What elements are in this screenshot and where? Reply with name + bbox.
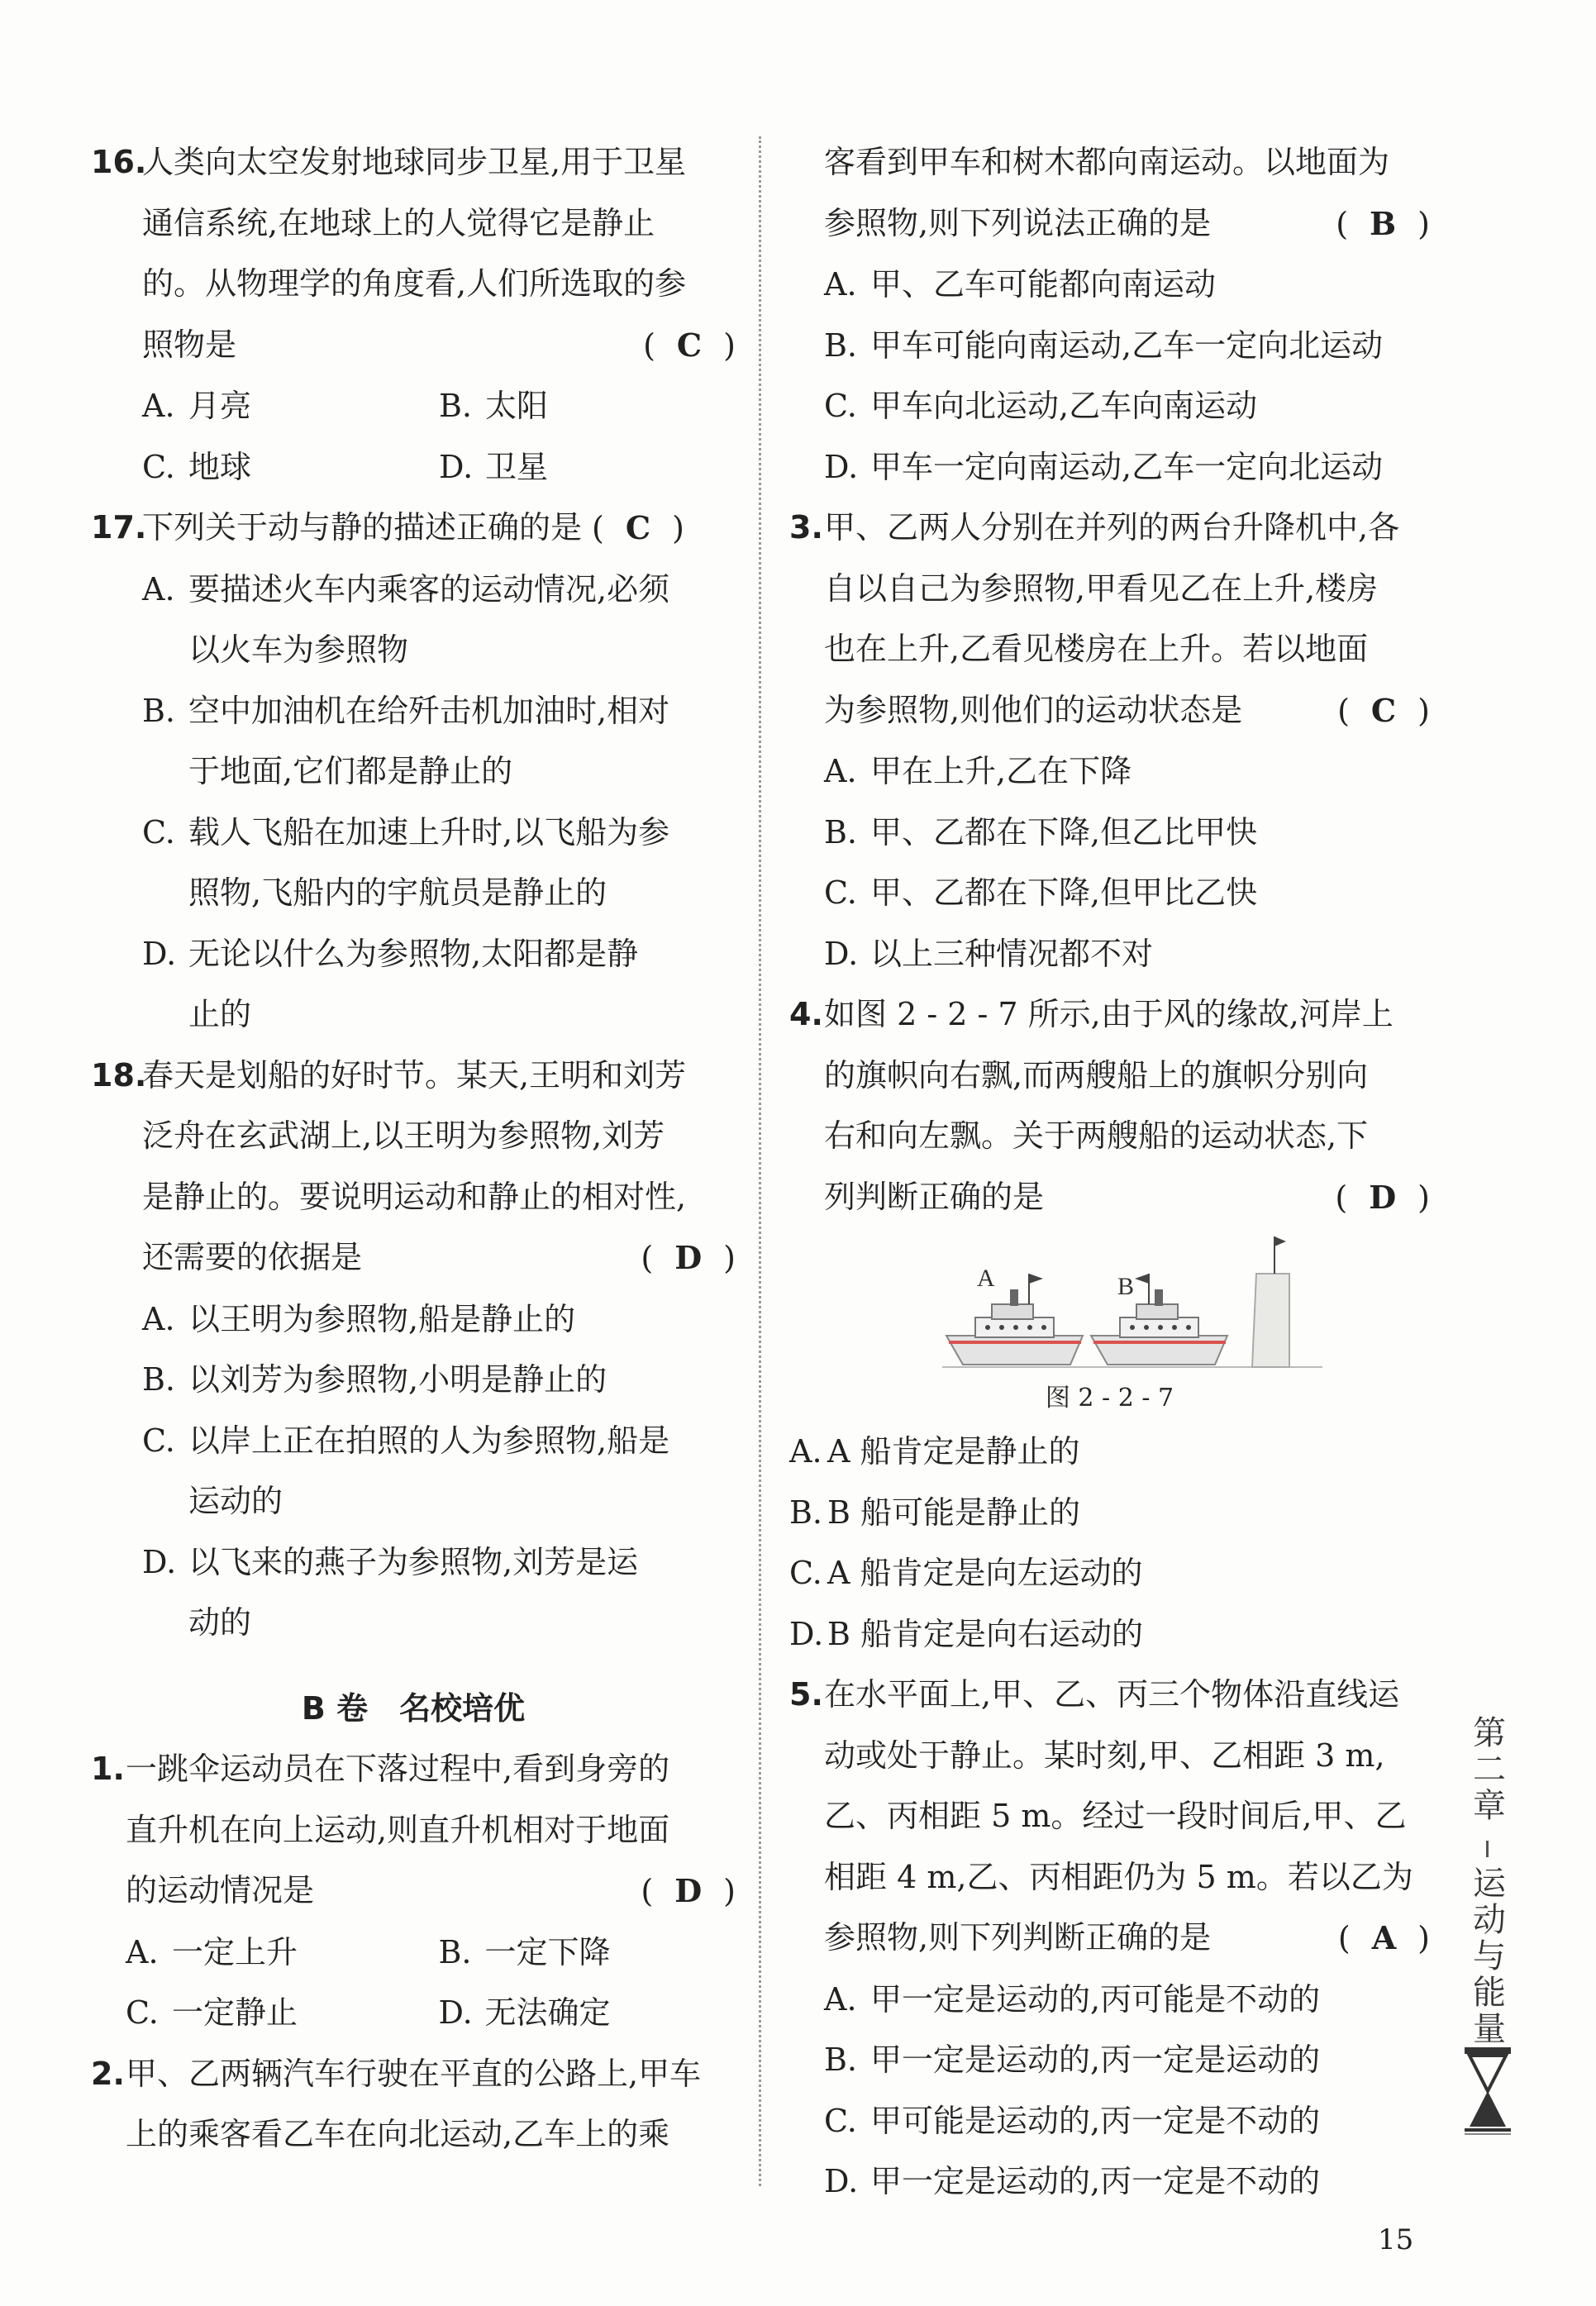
option-letter: C. — [126, 1994, 159, 2031]
figure-caption: 图 2 - 2 - 7 — [1045, 1384, 1174, 1413]
option — [91, 1532, 736, 1594]
shore-tower — [1252, 1236, 1289, 1367]
option-letter: A. — [142, 388, 175, 424]
option — [789, 803, 1430, 864]
chapter-tab-divider — [1486, 1841, 1489, 1857]
answer-bracket: ( D ) — [641, 1227, 736, 1289]
chapter-tab — [1458, 1715, 1516, 2056]
question-text: 相距 4 m,乙、丙相距仍为 5 m。若以乙为 — [824, 1858, 1413, 1895]
option-text: 月亮 — [188, 388, 252, 424]
option-text: 甲可能是运动的,丙一定是不动的 — [870, 2102, 1321, 2139]
question-b1 — [91, 1739, 736, 2044]
option-letter: B. — [824, 813, 858, 850]
option-letter: A. — [824, 753, 857, 789]
boat-b-label: B — [1117, 1273, 1135, 1300]
option-text: 甲一定是运动的,丙一定是运动的 — [870, 2042, 1321, 2078]
option-letter: B. — [439, 388, 473, 424]
question-number: 1. — [91, 1751, 125, 1787]
option-text: 甲、乙都在下降,但甲比乙快 — [870, 874, 1258, 911]
question-number: 16. — [91, 144, 147, 180]
question-16 — [91, 132, 736, 498]
option-letter: D. — [824, 935, 859, 972]
option-text: 甲车向北运动,乙车向南运动 — [870, 388, 1258, 424]
option-text: 以王明为参照物,船是静止的 — [188, 1300, 576, 1337]
question-number: 4. — [789, 996, 823, 1032]
option-text: 甲、乙都在下降,但乙比甲快 — [870, 813, 1258, 850]
option-text: B 船可能是静止的 — [827, 1494, 1081, 1531]
option — [789, 1970, 1430, 2031]
option-text: 无论以什么为参照物,太阳都是静 — [188, 935, 639, 972]
question-text: 是静止的。要说明运动和静止的相对性, — [142, 1178, 687, 1215]
option-letter: B. — [789, 1494, 823, 1531]
question-b5 — [789, 1665, 1430, 2213]
boat-b — [1091, 1274, 1227, 1365]
question-text: 参照物,则下列判断正确的是 — [824, 1919, 1212, 1956]
option — [789, 255, 1430, 316]
option-text: 无法确定 — [484, 1994, 611, 2031]
option-text: 甲车一定向南运动,乙车一定向北运动 — [870, 448, 1384, 485]
option-letter: B. — [438, 1933, 472, 1970]
option-text: 一定上升 — [172, 1933, 298, 1970]
question-number: 17. — [91, 509, 147, 546]
question-text: 直升机在向上运动,则直升机相对于地面 — [126, 1811, 670, 1848]
option — [789, 437, 1430, 498]
boat-a-label: A — [977, 1265, 995, 1292]
question-text: 如图 2 - 2 - 7 所示,由于风的缘故,河岸上 — [824, 996, 1394, 1032]
question-text: 上的乘客看乙车在向北运动,乙车上的乘 — [126, 2116, 670, 2152]
option-text: 止的 — [188, 996, 252, 1032]
option — [91, 924, 736, 985]
option — [789, 2030, 1430, 2091]
option-letter: A. — [142, 1300, 175, 1337]
answer: A — [1371, 1919, 1397, 1956]
option-letter: C. — [142, 448, 175, 485]
question-text: 一跳伞运动员在下落过程中,看到身旁的 — [126, 1751, 670, 1787]
question-text: 甲、乙两辆汽车行驶在平直的公路上,甲车 — [126, 2055, 702, 2092]
question-text: 泛舟在玄武湖上,以王明为参照物,刘芳 — [142, 1117, 665, 1154]
question-text-line — [789, 193, 1430, 255]
answer: D — [674, 1239, 703, 1276]
option-letter: A. — [824, 1980, 857, 2018]
option-letter: A. — [142, 570, 175, 607]
question-text: 在水平面上,甲、乙、丙三个物体沿直线运 — [824, 1676, 1400, 1713]
question-text-line — [789, 1908, 1430, 1970]
option — [789, 863, 1430, 924]
boat-a — [946, 1274, 1083, 1365]
question-text: 照物是 — [142, 326, 237, 363]
option-text: 空中加油机在给歼击机加油时,相对 — [188, 692, 670, 729]
question-text: 列判断正确的是 — [824, 1178, 1045, 1215]
option — [91, 803, 736, 864]
option — [91, 1350, 736, 1411]
question-text: 的运动情况是 — [126, 1872, 315, 1908]
option-text: A 船肯定是向左运动的 — [827, 1555, 1143, 1591]
question-text: 右和向左飘。关于两艘船的运动状态,下 — [824, 1117, 1369, 1154]
option-text: 照物,飞船内的宇航员是静止的 — [188, 874, 607, 911]
question-text: 自以自己为参照物,甲看见乙在上升,楼房 — [824, 569, 1379, 607]
question-text-line — [789, 1167, 1430, 1229]
question-text-line — [789, 680, 1430, 742]
left-column — [91, 132, 736, 2165]
question-text: 参照物,则下列说法正确的是 — [824, 204, 1212, 241]
question-number: 2. — [91, 2055, 125, 2092]
option-row — [91, 1922, 736, 1984]
page-number: 15 — [1378, 2223, 1414, 2256]
option — [91, 681, 736, 742]
column-divider — [759, 136, 761, 2186]
option-letter: D. — [789, 1615, 824, 1652]
shore-flag-right — [1274, 1236, 1286, 1246]
option-text: 太阳 — [485, 388, 549, 424]
option-letter: B. — [142, 1361, 176, 1398]
option-letter: C. — [142, 1422, 175, 1459]
option-text: 一定下降 — [484, 1933, 611, 1970]
question-b3 — [789, 498, 1430, 984]
answer: D — [1369, 1178, 1397, 1216]
question-b2-continued — [789, 132, 1430, 498]
answer-bracket: ( C ) — [643, 315, 736, 377]
option — [91, 1411, 736, 1472]
option-text: 以上三种情况都不对 — [870, 935, 1154, 972]
option-text: 以火车为参照物 — [188, 631, 409, 668]
answer: C — [625, 509, 651, 546]
option-row — [91, 437, 736, 498]
option-text: B 船肯定是向右运动的 — [827, 1615, 1144, 1652]
question-text: 春天是划船的好时节。某天,王明和刘芳 — [142, 1056, 687, 1093]
option-letter: B. — [142, 692, 176, 729]
option — [91, 560, 736, 621]
answer-bracket: ( D ) — [641, 1861, 736, 1922]
answer-bracket: ( A ) — [1338, 1908, 1430, 1970]
hourglass-icon — [1463, 2046, 1513, 2137]
option-text: 要描述火车内乘客的运动情况,必须 — [188, 570, 670, 607]
answer: D — [674, 1872, 703, 1909]
question-text: 还需要的依据是 — [142, 1239, 363, 1275]
chapter-number: 第二章 — [1467, 1715, 1506, 1824]
question-b2 — [91, 2044, 736, 2165]
option-letter: B. — [824, 326, 858, 364]
option-text: 甲、乙车可能都向南运动 — [870, 266, 1217, 303]
question-text-line — [91, 1861, 736, 1922]
flag-a-right — [1029, 1274, 1043, 1284]
question-text: 下列关于动与静的描述正确的是 — [142, 509, 583, 546]
option-letter: A. — [824, 266, 857, 303]
question-text: 为参照物,则他们的运动状态是 — [824, 691, 1243, 728]
boats-figure — [942, 1228, 1322, 1375]
answer: C — [676, 326, 703, 364]
section-title: B 卷 名校培优 — [301, 1689, 526, 1727]
option — [789, 1604, 1430, 1665]
option — [789, 924, 1430, 985]
option-letter: A. — [126, 1933, 159, 1970]
option-text: 卫星 — [485, 448, 549, 485]
option-text: 以岸上正在拍照的人为参照物,船是 — [188, 1422, 670, 1459]
answer-bracket: ( D ) — [1335, 1167, 1430, 1229]
option-letter: C. — [142, 813, 175, 850]
option — [789, 376, 1430, 437]
option-text: 甲车可能向南运动,乙车一定向北运动 — [870, 326, 1384, 364]
option-row — [91, 376, 736, 437]
option-letter: D. — [439, 448, 474, 485]
option-row — [91, 1983, 736, 2044]
question-17 — [91, 498, 736, 1046]
option-letter: D. — [438, 1994, 473, 2031]
question-number: 5. — [789, 1676, 823, 1713]
option-text: 动的 — [188, 1604, 252, 1641]
option-letter: D. — [142, 935, 177, 972]
question-text-line — [91, 315, 736, 377]
option-text: 地球 — [188, 448, 252, 485]
question-text: 也在上升,乙看见楼房在上升。若以地面 — [824, 631, 1369, 667]
option-text: 于地面,它们都是静止的 — [188, 753, 513, 789]
answer: B — [1370, 204, 1397, 242]
option — [91, 1289, 736, 1351]
question-text: 的。从物理学的角度看,人们所选取的参 — [142, 265, 687, 302]
question-text: 通信系统,在地球上的人觉得它是静止 — [142, 204, 655, 241]
option — [789, 1483, 1430, 1544]
option-text: 以刘芳为参照物,小明是静止的 — [188, 1361, 607, 1398]
question-text-line — [91, 1227, 736, 1289]
option-text: 甲一定是运动的,丙一定是不动的 — [870, 2163, 1321, 2199]
option — [789, 1543, 1430, 1604]
question-text: 的旗帜向右飘,而两艘船上的旗帜分别向 — [824, 1056, 1369, 1093]
option-text: 甲在上升,乙在下降 — [870, 753, 1132, 789]
question-number: 18. — [91, 1056, 147, 1093]
option-letter: C. — [824, 2102, 857, 2139]
option-text: 甲一定是运动的,丙可能是不动的 — [870, 1980, 1321, 2018]
option-letter: B. — [824, 2042, 858, 2078]
option — [789, 741, 1430, 803]
option-text: A 船肯定是静止的 — [827, 1433, 1080, 1470]
option-letter: C. — [824, 874, 857, 911]
answer-bracket: ( B ) — [1336, 193, 1430, 255]
flag-b-left — [1135, 1274, 1149, 1284]
question-number: 3. — [789, 509, 823, 546]
answer: C — [1370, 691, 1397, 729]
question-text: 乙、丙相距 5 m。经过一段时间后,甲、乙 — [824, 1798, 1407, 1834]
answer-bracket: ( C ) — [592, 498, 684, 560]
option — [789, 316, 1430, 377]
option-letter: D. — [142, 1543, 177, 1580]
option-letter: D. — [824, 448, 859, 485]
chapter-title: 运动与能量 — [1467, 1865, 1506, 2047]
question-text: 人类向太空发射地球同步卫星,用于卫星 — [142, 144, 687, 180]
option-text: 一定静止 — [172, 1994, 298, 2031]
option — [789, 1422, 1430, 1483]
option-text: 载人飞船在加速上升时,以飞船为参 — [188, 813, 670, 850]
question-text: 甲、乙两人分别在并列的两台升降机中,各 — [824, 509, 1400, 546]
option-text: 以飞来的燕子为参照物,刘芳是运 — [188, 1543, 639, 1580]
option-letter: C. — [824, 388, 857, 424]
option — [789, 2091, 1430, 2152]
option-letter: A. — [789, 1433, 822, 1470]
option-letter: D. — [824, 2163, 859, 2199]
boats-illustration — [942, 1228, 1322, 1375]
question-b4 — [789, 984, 1430, 1665]
question-text: 动或处于静止。某时刻,甲、乙相距 3 m, — [824, 1737, 1385, 1774]
answer-bracket: ( C ) — [1337, 680, 1430, 742]
option-letter: C. — [789, 1555, 822, 1591]
question-text: 客看到甲车和树木都向南运动。以地面为 — [824, 144, 1390, 180]
question-18 — [91, 1046, 736, 1654]
option — [789, 2151, 1430, 2213]
right-column — [789, 132, 1430, 2213]
option-text: 运动的 — [188, 1483, 283, 1519]
